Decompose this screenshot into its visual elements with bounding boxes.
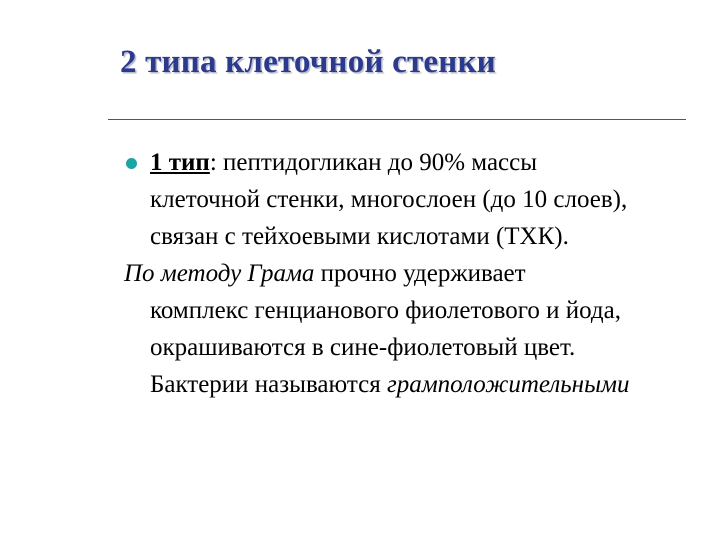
para-line-1-text: прочно удерживает — [314, 260, 526, 287]
para-line-4-text: Бактерии называются — [150, 371, 387, 398]
para-line-2: комплекс генцианового фиолетового и йода, — [150, 297, 621, 324]
bullet-item-type-1 — [124, 144, 704, 255]
title-divider — [108, 119, 686, 120]
slide-body — [124, 144, 704, 403]
bullet-line-1-text: : пептидогликан до 90% массы — [209, 149, 538, 176]
term-type-1: 1 тип — [150, 149, 210, 176]
bullet-line-3: связан с тейхоевыми кислотами (ТХК). — [150, 223, 569, 250]
gram-method-phrase: По методу Грама — [124, 260, 315, 287]
para-line-4 — [124, 366, 704, 403]
para-line-3: окрашиваются в сине-фиолетовый цвет. — [150, 334, 576, 361]
bullet-icon — [126, 158, 137, 169]
bullet-line-1 — [150, 144, 704, 181]
para-line-1 — [124, 255, 704, 292]
bullet-line-2: клеточной стенки, многослоен (до 10 слоев), — [150, 186, 628, 213]
gram-positive-term: грамположительными — [386, 371, 630, 398]
slide-title: 2 типа клеточной стенки — [120, 44, 496, 80]
gram-paragraph — [124, 255, 704, 403]
